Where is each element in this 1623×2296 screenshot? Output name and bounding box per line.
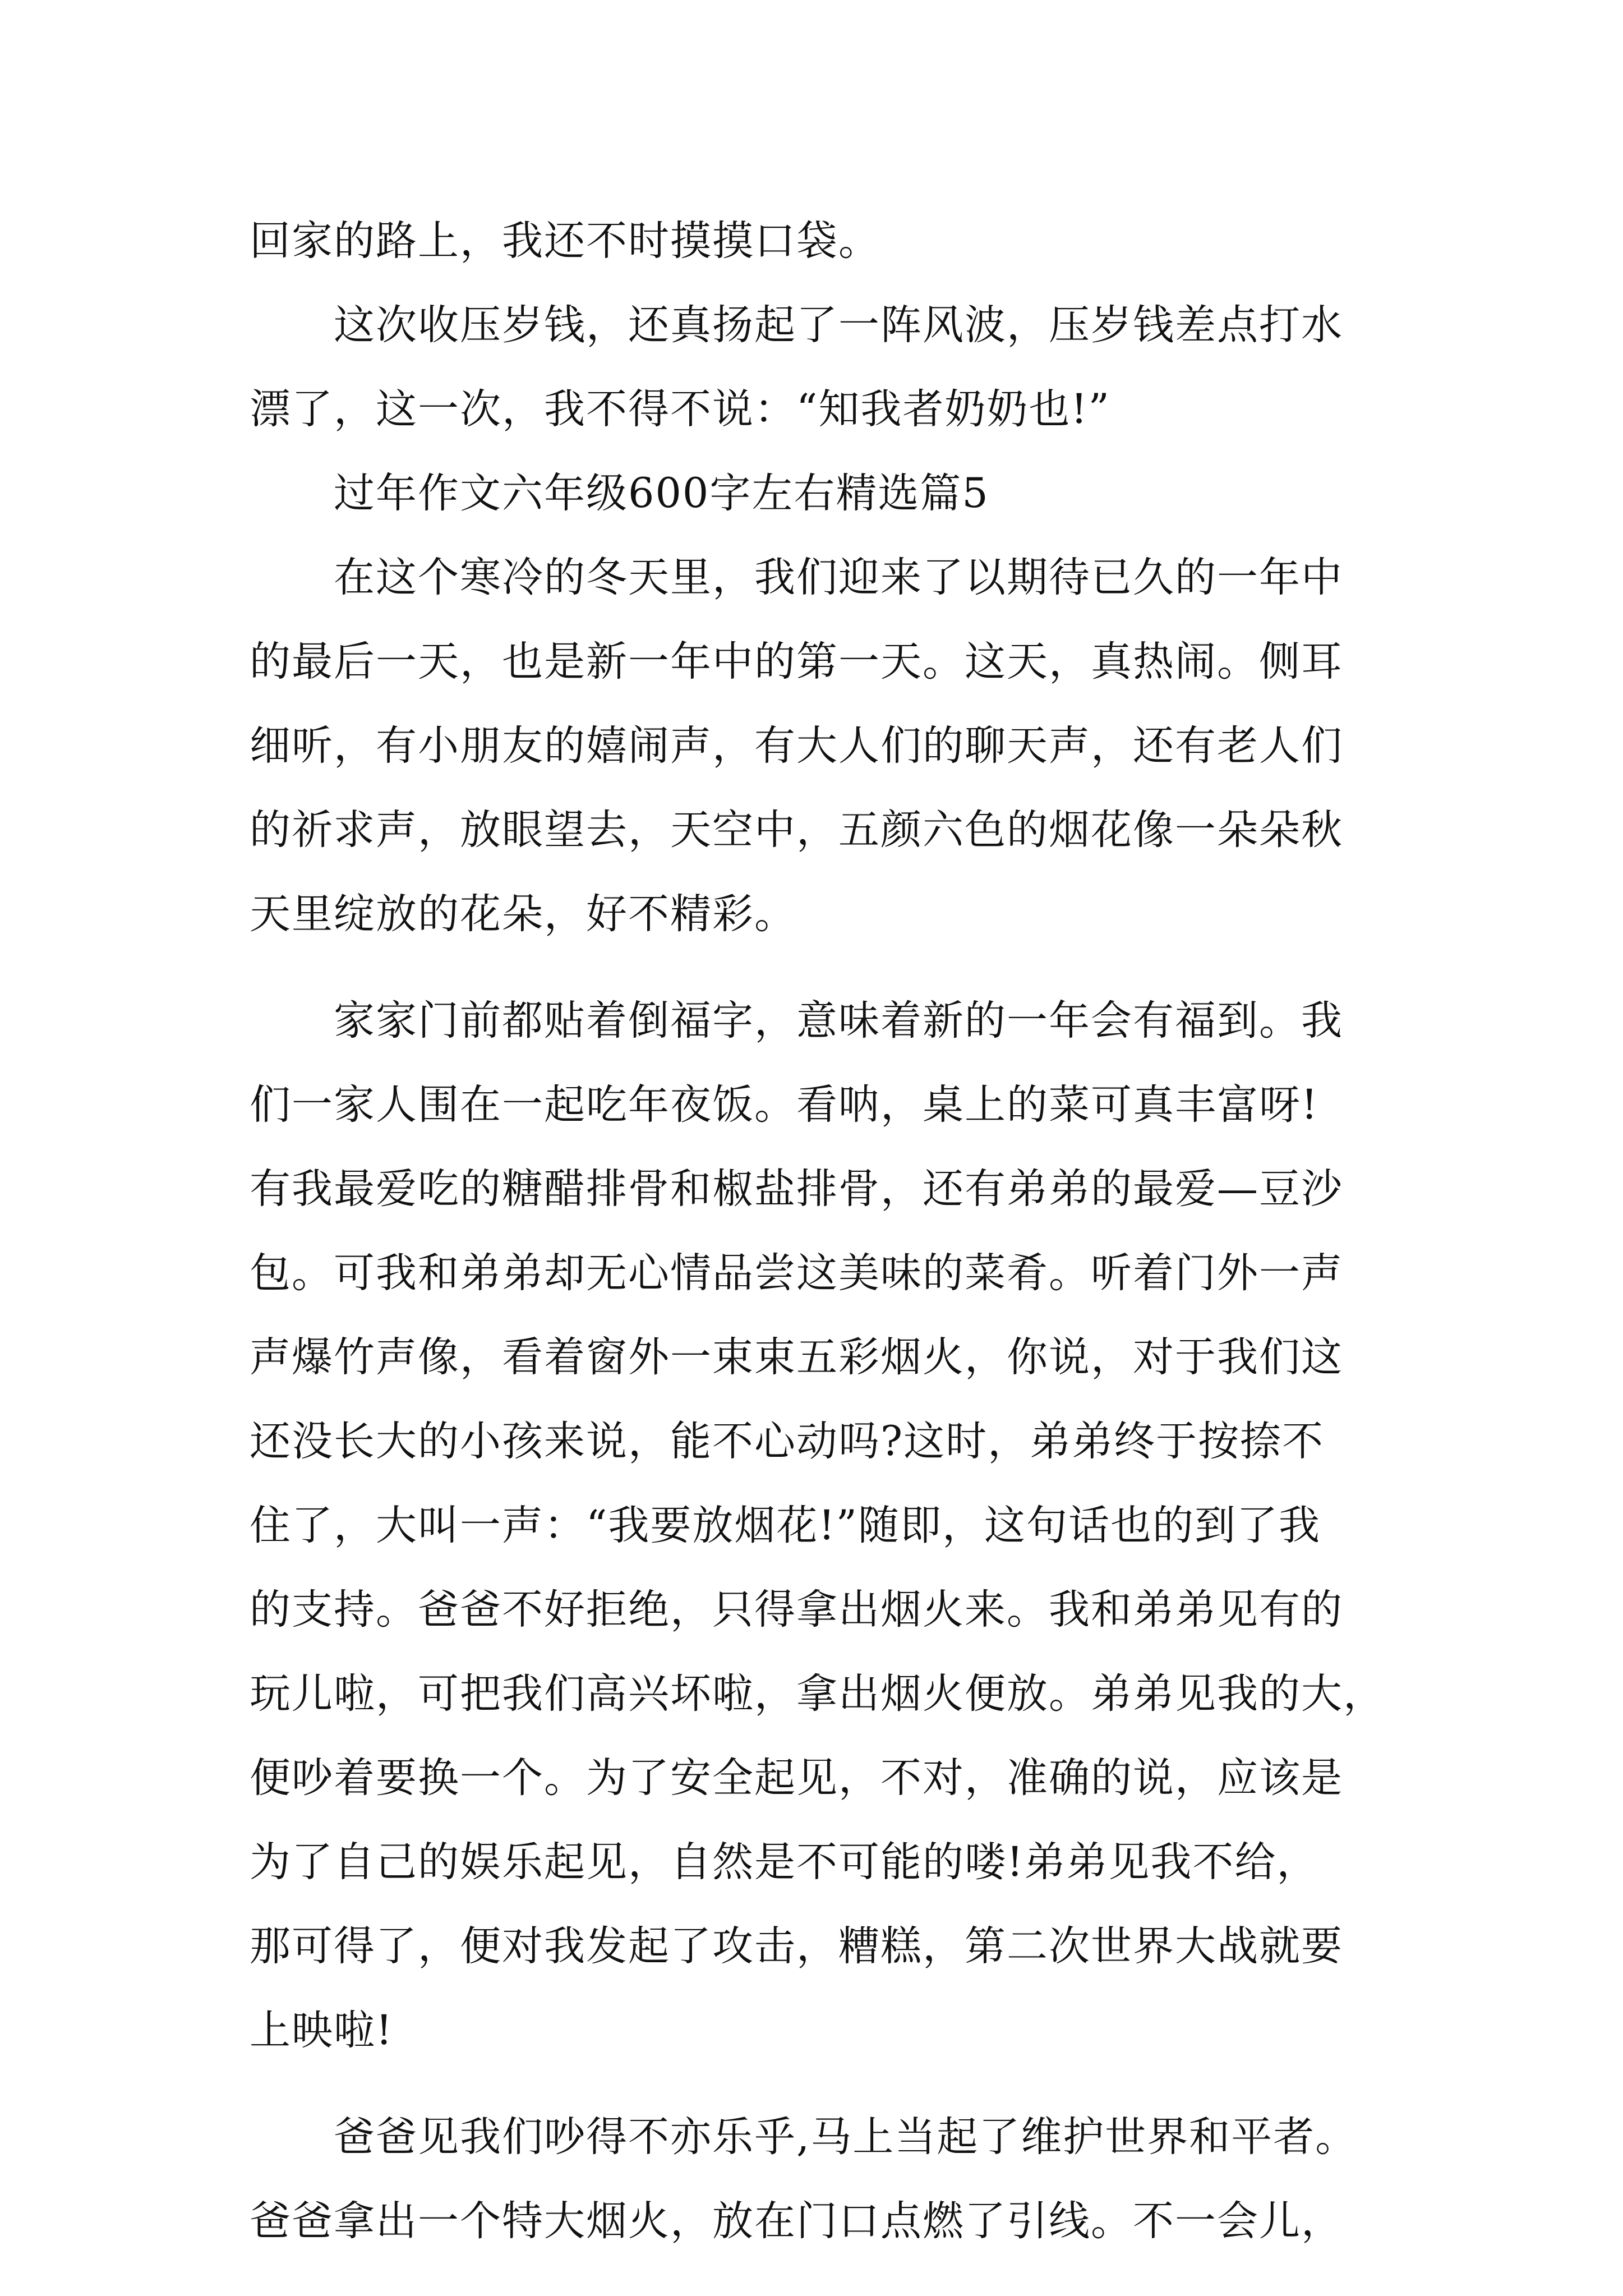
text-line: 还没长大的小孩来说，能不心动吗?这时，弟弟终于按捺不 — [250, 1418, 1325, 1465]
text-line: 细听，有小朋友的嬉闹声，有大人们的聊天声，还有老人们 — [250, 722, 1343, 770]
text-line: 为了自己的娱乐起见，自然是不可能的喽!弟弟见我不给， — [250, 1838, 1319, 1886]
text-line: 的祈求声，放眼望去，天空中，五颜六色的烟花像一朵朵秋 — [250, 806, 1343, 854]
text-line: 爸爸拿出一个特大烟火，放在门口点燃了引线。不一会儿， — [250, 2197, 1343, 2245]
text-line: 玩儿啦，可把我们高兴坏啦，拿出烟火便放。弟弟见我的大， — [250, 1670, 1385, 1718]
section-heading: 过年作文六年级600字左右精选篇5 — [334, 470, 989, 517]
text-line: 的支持。爸爸不好拒绝，只得拿出烟火来。我和弟弟见有的 — [250, 1586, 1343, 1634]
text-line: 上映啦! — [250, 2007, 394, 2054]
text-line: 包。可我和弟弟却无心情品尝这美味的菜肴。听着门外一声 — [250, 1249, 1343, 1297]
text-line: 这次收压岁钱，还真扬起了一阵风波，压岁钱差点打水 — [334, 301, 1343, 349]
text-line: 在这个寒冷的冬天里，我们迎来了以期待已久的一年中 — [334, 554, 1343, 601]
text-line: 们一家人围在一起吃年夜饭。看呐，桌上的菜可真丰富呀! — [250, 1081, 1319, 1129]
text-line: 有我最爱吃的糖醋排骨和椒盐排骨，还有弟弟的最爱—豆沙 — [250, 1165, 1343, 1213]
text-line: 天里绽放的花朵，好不精彩。 — [250, 890, 796, 938]
text-line: 家家门前都贴着倒福字，意味着新的一年会有福到。我 — [334, 997, 1343, 1045]
text-line: 那可得了，便对我发起了攻击，糟糕，第二次世界大战就要 — [250, 1922, 1343, 1970]
text-line: 回家的路上，我还不时摸摸口袋。 — [250, 217, 880, 265]
text-line: 爸爸见我们吵得不亦乐乎,马上当起了维护世界和平者。 — [334, 2113, 1358, 2161]
text-line: 声爆竹声像，看着窗外一束束五彩烟火，你说，对于我们这 — [250, 1333, 1343, 1381]
text-line: 漂了，这一次，我不得不说：“知我者奶奶也!” — [250, 385, 1110, 433]
text-line: 便吵着要换一个。为了安全起见，不对，准确的说，应该是 — [250, 1754, 1343, 1802]
text-line: 住了，大叫一声：“我要放烟花!”随即，这句话也的到了我 — [250, 1502, 1321, 1549]
text-line: 的最后一天，也是新一年中的第一天。这天，真热闹。侧耳 — [250, 638, 1343, 685]
